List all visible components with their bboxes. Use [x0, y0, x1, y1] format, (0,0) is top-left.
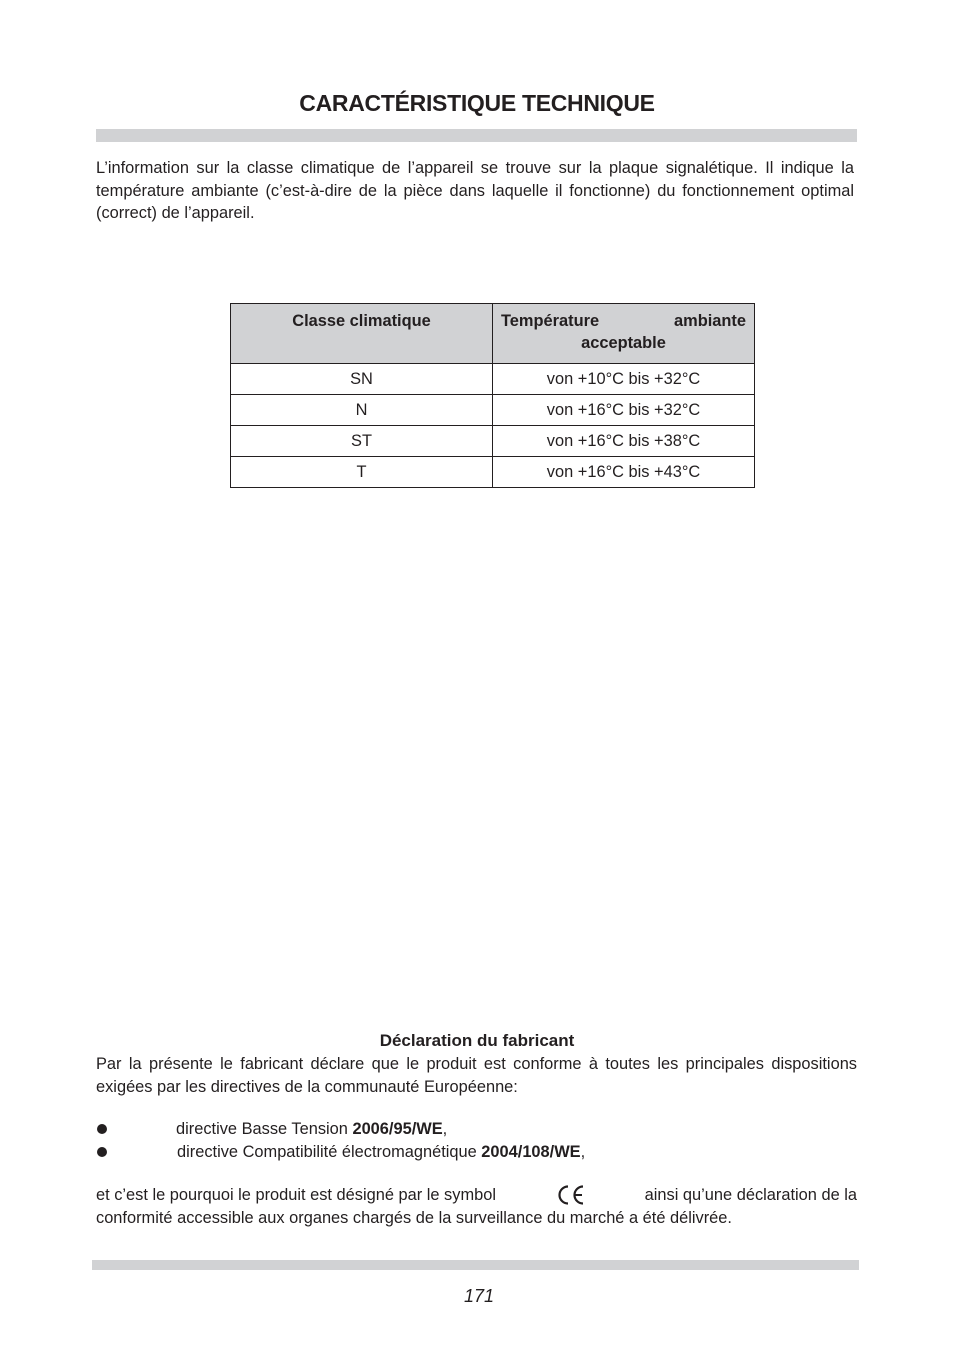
directive-suffix: ,	[442, 1120, 448, 1138]
closing-text-after: ainsi qu’une déclaration de la	[644, 1186, 857, 1204]
bullet-icon	[97, 1124, 107, 1134]
table-row	[231, 426, 755, 457]
climate-class-table	[230, 303, 755, 488]
directive-label: directive Basse Tension	[176, 1120, 353, 1138]
bullet-icon	[97, 1147, 107, 1157]
table-cell-temperature: von +10°C bis +32°C	[493, 364, 755, 395]
declaration-paragraph: Par la présente le fabricant déclare que le produit est conforme à toutes les principales dispositions exigées par les directives de la communauté Européenne:	[96, 1055, 857, 1096]
page-title: CARACTÉRISTIQUE TECHNIQUE	[299, 90, 655, 116]
table-row	[231, 395, 755, 426]
closing-paragraph	[96, 1184, 857, 1229]
table-cell-class: N	[231, 395, 493, 426]
ce-mark-icon	[555, 1184, 585, 1206]
declaration-heading: Déclaration du fabricant	[379, 1031, 575, 1050]
closing-line	[96, 1184, 857, 1207]
intro-paragraph: L’information sur la classe climatique de l’appareil se trouve sur la plaque signalétique. Il indique la température ambiante (c’est-à-dire de la pièce dans laquelle il fonctionne) du fonctionnement optimal (correct) de l’appareil.	[96, 159, 854, 222]
directive-code: 2004/108/WE	[481, 1142, 581, 1161]
table-cell-class: T	[231, 457, 493, 488]
table-cell-temperature: von +16°C bis +32°C	[493, 395, 755, 426]
table-cell-class: SN	[231, 364, 493, 395]
page-number: 171	[463, 1286, 495, 1306]
table-cell-temperature: von +16°C bis +43°C	[493, 457, 755, 488]
directive-suffix: ,	[580, 1142, 586, 1161]
header-divider	[96, 129, 857, 142]
table-cell-temperature: von +16°C bis +38°C	[493, 426, 755, 457]
table-row	[231, 364, 755, 395]
footer-divider	[92, 1260, 859, 1270]
table-cell-class: ST	[231, 426, 493, 457]
table-row	[231, 457, 755, 488]
table-header-class: Classe climatique	[231, 304, 493, 364]
closing-line-2: conformité accessible aux organes chargés de la surveillance du marché a été délivrée.	[96, 1208, 732, 1227]
directive-text	[177, 1141, 585, 1164]
directive-code: 2006/95/WE	[352, 1120, 443, 1138]
directive-text	[176, 1118, 447, 1141]
table-header-row	[231, 304, 755, 364]
directive-label: directive Compatibilité électromagnétique	[177, 1142, 482, 1161]
table-header-temperature: Température ambiante acceptable	[493, 304, 755, 364]
closing-text-before: et c’est le pourquoi le produit est désigné par le symbol	[96, 1186, 496, 1204]
